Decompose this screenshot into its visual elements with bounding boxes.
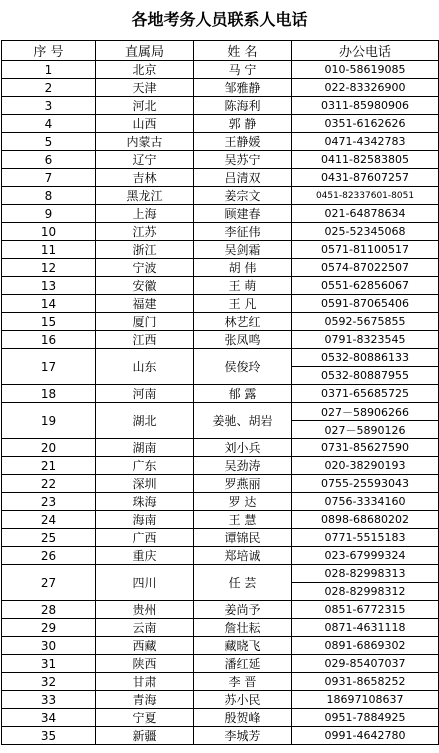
cell-seq: 27 (2, 565, 96, 601)
cell-name: 马 宁 (194, 61, 292, 79)
cell-seq: 23 (2, 493, 96, 511)
cell-phone: 0771-5515183 (292, 529, 439, 547)
cell-seq: 16 (2, 331, 96, 349)
table-row (2, 493, 439, 511)
cell-phone: 0755-25593043 (292, 475, 439, 493)
cell-bureau: 上海 (96, 205, 194, 223)
cell-seq: 26 (2, 547, 96, 565)
table-row (2, 169, 439, 187)
cell-bureau: 厦门 (96, 313, 194, 331)
cell-name: 张凤鸣 (194, 331, 292, 349)
cell-name: 姜宗文 (194, 187, 292, 205)
cell-phone: 0756-3334160 (292, 493, 439, 511)
cell-name: 谭锦民 (194, 529, 292, 547)
cell-name: 藏晓飞 (194, 637, 292, 655)
table-row (2, 691, 439, 709)
cell-phone: 0591-87065406 (292, 295, 439, 313)
contacts-table (1, 40, 439, 745)
cell-bureau: 河北 (96, 97, 194, 115)
cell-bureau: 山西 (96, 115, 194, 133)
cell-bureau: 浙江 (96, 241, 194, 259)
cell-name: 王 萌 (194, 277, 292, 295)
cell-phone: 021-64878634 (292, 205, 439, 223)
cell-phone: 0431-87607257 (292, 169, 439, 187)
cell-phone: 020-38290193 (292, 457, 439, 475)
cell-seq: 21 (2, 457, 96, 475)
cell-name: 吴劲涛 (194, 457, 292, 475)
cell-seq: 35 (2, 727, 96, 745)
cell-name: 吴剑霜 (194, 241, 292, 259)
table-row (2, 133, 439, 151)
table-row (2, 637, 439, 655)
table-row (2, 295, 439, 313)
page-title: 各地考务人员联系人电话 (131, 10, 308, 29)
cell-name: 罗 达 (194, 493, 292, 511)
cell-bureau: 天津 (96, 79, 194, 97)
cell-phone: 0791-8323545 (292, 331, 439, 349)
cell-seq: 28 (2, 601, 96, 619)
cell-bureau: 辽宁 (96, 151, 194, 169)
cell-phone: 0451-82337601-8051 (292, 187, 439, 205)
table-row (2, 205, 439, 223)
cell-name: 侯俊玲 (194, 349, 292, 385)
table-row (2, 313, 439, 331)
cell-name: 吴苏宁 (194, 151, 292, 169)
cell-seq: 10 (2, 223, 96, 241)
cell-seq: 7 (2, 169, 96, 187)
cell-seq: 14 (2, 295, 96, 313)
cell-bureau: 青海 (96, 691, 194, 709)
cell-phone: 0351-6162626 (292, 115, 439, 133)
cell-name: 殷贺峰 (194, 709, 292, 727)
cell-phone: 0592-5675855 (292, 313, 439, 331)
cell-bureau: 重庆 (96, 547, 194, 565)
cell-name: 李城芳 (194, 727, 292, 745)
cell-bureau: 山东 (96, 349, 194, 385)
table-row (2, 457, 439, 475)
table-row (2, 511, 439, 529)
cell-phone: 18697108637 (292, 691, 439, 709)
header-name: 姓 名 (194, 41, 292, 61)
cell-phone: 0471-4342783 (292, 133, 439, 151)
cell-bureau: 深圳 (96, 475, 194, 493)
header-phone: 办公电话 (292, 41, 439, 61)
cell-phone: 0731-85627590 (292, 439, 439, 457)
cell-phone: 0411-82583805 (292, 151, 439, 169)
header-seq: 序 号 (2, 41, 96, 61)
cell-bureau: 珠海 (96, 493, 194, 511)
cell-name: 王静媛 (194, 133, 292, 151)
cell-seq: 12 (2, 259, 96, 277)
table-row (2, 727, 439, 745)
cell-bureau: 北京 (96, 61, 194, 79)
cell-seq: 2 (2, 79, 96, 97)
cell-phone: 0551-62856067 (292, 277, 439, 295)
table-row (2, 61, 439, 79)
header-row (2, 41, 439, 61)
cell-bureau: 河南 (96, 385, 194, 403)
cell-seq: 6 (2, 151, 96, 169)
cell-name: 任 芸 (194, 565, 292, 601)
cell-bureau: 新疆 (96, 727, 194, 745)
cell-bureau: 安徽 (96, 277, 194, 295)
table-row (2, 601, 439, 619)
cell-bureau: 广东 (96, 457, 194, 475)
cell-name: 郭 静 (194, 115, 292, 133)
cell-name: 胡 伟 (194, 259, 292, 277)
cell-seq: 1 (2, 61, 96, 79)
cell-name: 郑培诚 (194, 547, 292, 565)
header-bureau: 直属局 (96, 41, 194, 61)
cell-phone: 0571-81100517 (292, 241, 439, 259)
table-row (2, 619, 439, 637)
table-row (2, 187, 439, 205)
cell-name: 顾建春 (194, 205, 292, 223)
cell-seq: 4 (2, 115, 96, 133)
cell-name: 王 凡 (194, 295, 292, 313)
cell-phone: 0931-8658252 (292, 673, 439, 691)
cell-seq: 18 (2, 385, 96, 403)
cell-bureau: 江西 (96, 331, 194, 349)
cell-phone: 0532-80887955 (292, 367, 439, 385)
cell-phone: 0871-4631118 (292, 619, 439, 637)
cell-phone: 029-85407037 (292, 655, 439, 673)
cell-phone: 028-82998312 (292, 583, 439, 601)
cell-seq: 3 (2, 97, 96, 115)
cell-phone: 025-52345068 (292, 223, 439, 241)
cell-phone: 0574-87022507 (292, 259, 439, 277)
cell-phone: 0991-4642780 (292, 727, 439, 745)
cell-name: 姜驰、胡岩 (194, 403, 292, 439)
cell-seq: 8 (2, 187, 96, 205)
cell-name: 林艺红 (194, 313, 292, 331)
cell-bureau: 云南 (96, 619, 194, 637)
cell-bureau: 陕西 (96, 655, 194, 673)
cell-name: 郁 露 (194, 385, 292, 403)
cell-phone: 027－5890126 (292, 421, 439, 439)
cell-bureau: 宁波 (96, 259, 194, 277)
cell-seq: 25 (2, 529, 96, 547)
cell-phone: 0891-6869302 (292, 637, 439, 655)
cell-phone: 028-82998313 (292, 565, 439, 583)
cell-name: 姜尚予 (194, 601, 292, 619)
table-row (2, 115, 439, 133)
cell-phone: 023-67999324 (292, 547, 439, 565)
cell-seq: 32 (2, 673, 96, 691)
table-row (2, 439, 439, 457)
cell-seq: 30 (2, 637, 96, 655)
cell-name: 刘小兵 (194, 439, 292, 457)
table-row (2, 547, 439, 565)
cell-name: 邹雅静 (194, 79, 292, 97)
cell-seq: 17 (2, 349, 96, 385)
cell-name: 李 晋 (194, 673, 292, 691)
table-row (2, 223, 439, 241)
table-row (2, 529, 439, 547)
cell-bureau: 黑龙江 (96, 187, 194, 205)
cell-bureau: 湖北 (96, 403, 194, 439)
table-row (2, 655, 439, 673)
cell-bureau: 内蒙古 (96, 133, 194, 151)
cell-phone: 027－58906266 (292, 403, 439, 421)
table-row (2, 241, 439, 259)
cell-seq: 22 (2, 475, 96, 493)
cell-phone: 0371-65685725 (292, 385, 439, 403)
table-row (2, 349, 439, 367)
cell-bureau: 甘肃 (96, 673, 194, 691)
cell-seq: 31 (2, 655, 96, 673)
cell-bureau: 海南 (96, 511, 194, 529)
cell-seq: 33 (2, 691, 96, 709)
cell-name: 李征伟 (194, 223, 292, 241)
cell-seq: 15 (2, 313, 96, 331)
cell-name: 詹壮耘 (194, 619, 292, 637)
cell-seq: 24 (2, 511, 96, 529)
table-body (2, 61, 439, 745)
cell-seq: 29 (2, 619, 96, 637)
table-row (2, 97, 439, 115)
table-row (2, 475, 439, 493)
table-row (2, 277, 439, 295)
table-row (2, 709, 439, 727)
table-row (2, 79, 439, 97)
cell-bureau: 江苏 (96, 223, 194, 241)
cell-seq: 13 (2, 277, 96, 295)
cell-bureau: 四川 (96, 565, 194, 601)
table-row (2, 565, 439, 583)
table-row (2, 385, 439, 403)
cell-bureau: 贵州 (96, 601, 194, 619)
cell-name: 陈海利 (194, 97, 292, 115)
cell-phone: 0311-85980906 (292, 97, 439, 115)
cell-seq: 19 (2, 403, 96, 439)
cell-name: 潘红延 (194, 655, 292, 673)
cell-phone: 0951-7884925 (292, 709, 439, 727)
cell-bureau: 吉林 (96, 169, 194, 187)
cell-phone: 0532-80886133 (292, 349, 439, 367)
cell-phone: 010-58619085 (292, 61, 439, 79)
cell-name: 罗燕丽 (194, 475, 292, 493)
table-row (2, 331, 439, 349)
cell-phone: 022-83326900 (292, 79, 439, 97)
table-row (2, 259, 439, 277)
cell-name: 吕清双 (194, 169, 292, 187)
table-row (2, 673, 439, 691)
cell-name: 苏小民 (194, 691, 292, 709)
table-row (2, 403, 439, 421)
cell-seq: 34 (2, 709, 96, 727)
cell-seq: 5 (2, 133, 96, 151)
cell-bureau: 湖南 (96, 439, 194, 457)
table-row (2, 151, 439, 169)
cell-phone: 0851-6772315 (292, 601, 439, 619)
cell-seq: 11 (2, 241, 96, 259)
cell-seq: 9 (2, 205, 96, 223)
cell-bureau: 广西 (96, 529, 194, 547)
cell-name: 王 慧 (194, 511, 292, 529)
cell-phone: 0898-68680202 (292, 511, 439, 529)
cell-bureau: 福建 (96, 295, 194, 313)
cell-bureau: 宁夏 (96, 709, 194, 727)
cell-seq: 20 (2, 439, 96, 457)
cell-bureau: 西藏 (96, 637, 194, 655)
